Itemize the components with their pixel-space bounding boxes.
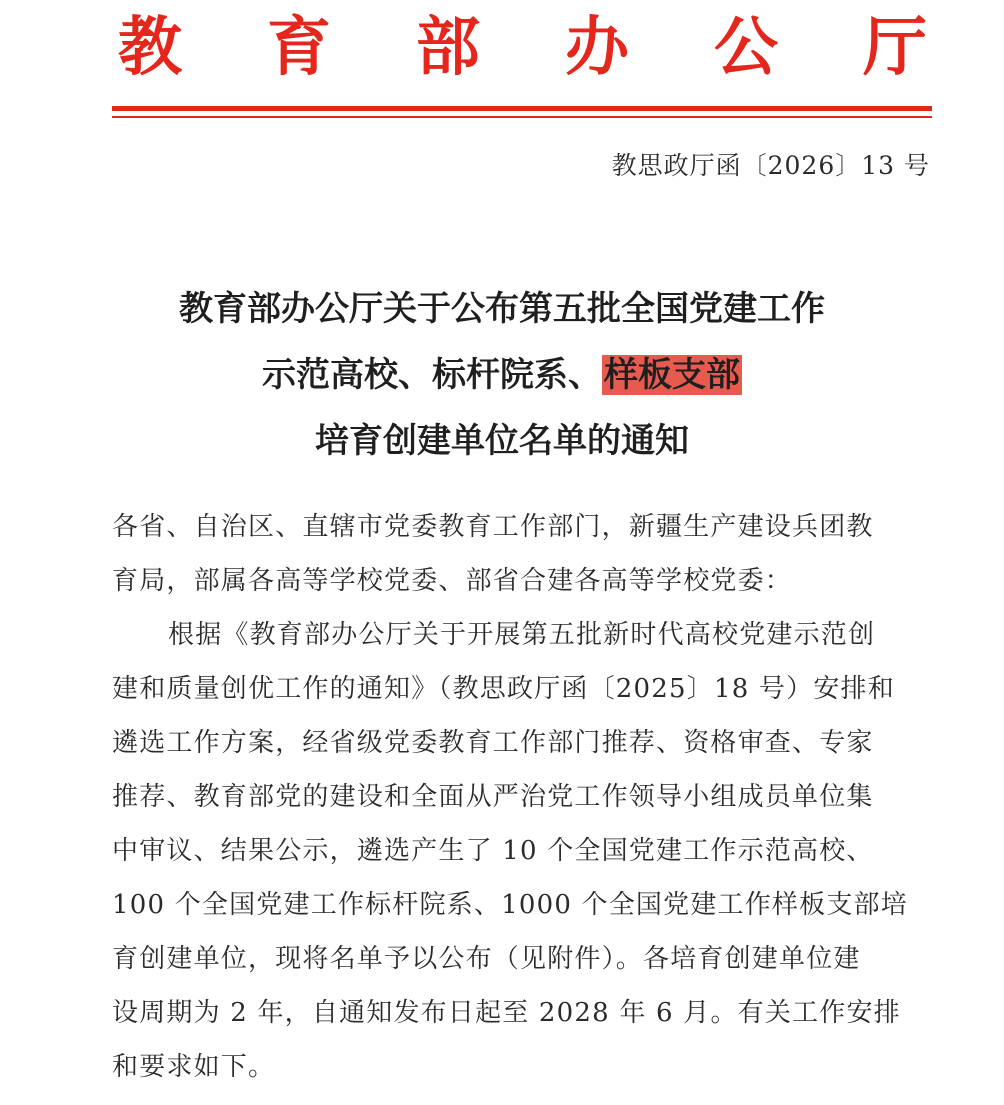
letterhead [115,8,930,88]
letterhead-rule-thick [112,106,932,111]
body-line: 建和质量创优工作的通知》（教思政厅函〔2025〕18 号）安排和 [112,674,895,704]
document-number: 教思政厅函〔2026〕13 号 [611,151,930,180]
letterhead-rule-thin [112,116,932,118]
letterhead-char: 公 [714,10,778,85]
document-title [0,280,1004,478]
title-line-3: 培育创建单位名单的通知 [315,421,689,461]
body-line: 设周期为 2 年，自通知发布日起至 2028 年 6 月。有关工作安排 [112,998,901,1028]
letterhead-char: 教 [118,10,182,85]
body-line: 推荐、教育部党的建设和全面从严治党工作领导小组成员单位集 [112,782,874,812]
body-line: 中审议、结果公示，遴选产生了 10 个全国党建工作示范高校、 [112,836,874,866]
document-body [112,502,932,1096]
title-line-1: 教育部办公厅关于公布第五批全国党建工作 [179,289,825,329]
body-line: 育创建单位，现将名单予以公布（见附件）。各培育创建单位建 [112,944,861,974]
title-line-2-text: 示范高校、标杆院系、 [262,355,602,395]
letterhead-char: 育 [267,10,331,85]
letterhead-char: 办 [565,10,629,85]
title-highlight: 样板支部 [604,355,740,395]
body-line: 根据《教育部办公厅关于开展第五批新时代高校党建示范创 [168,620,876,650]
letterhead-char: 部 [416,10,480,85]
body-line: 和要求如下。 [112,1052,276,1082]
title-line-2 [0,346,1004,412]
body-line: 遴选工作方案，经省级党委教育工作部门推荐、资格审查、专家 [112,728,874,758]
body-line: 100 个全国党建工作标杆院系、1000 个全国党建工作样板支部培 [112,890,908,920]
body-line: 育局，部属各高等学校党委、部省合建各高等学校党委： [112,566,793,596]
letterhead-char: 厅 [863,10,927,85]
body-line: 各省、自治区、直辖市党委教育工作部门，新疆生产建设兵团教 [112,512,874,542]
